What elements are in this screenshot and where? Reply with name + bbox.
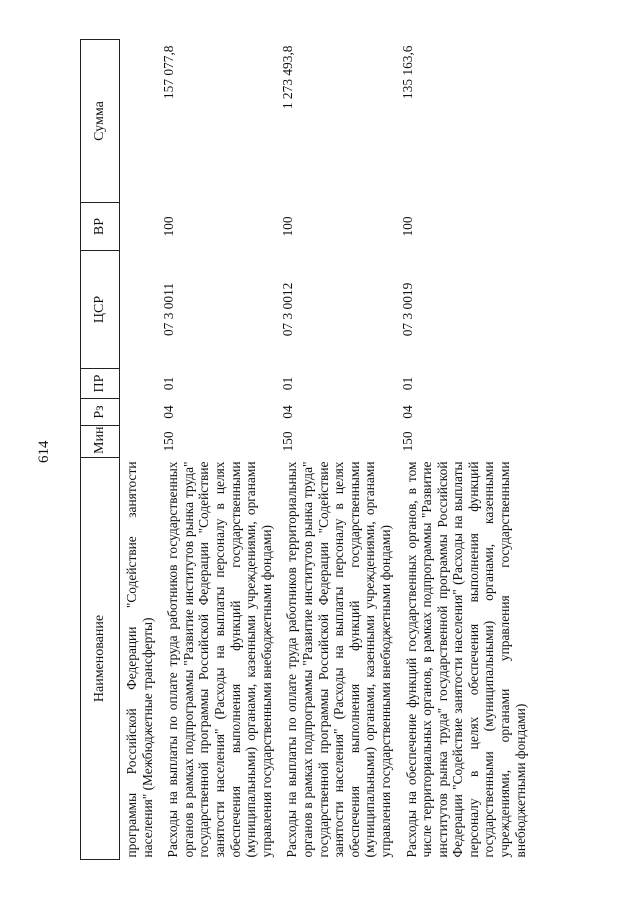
row-csr: 07 3 0011: [161, 282, 177, 337]
row-min: 150: [280, 431, 296, 452]
row-pr: 01: [399, 376, 415, 391]
row-csr: 07 3 0019: [399, 282, 415, 337]
row-sum: 157 077,8: [161, 45, 177, 100]
row-rz: [120, 399, 162, 426]
row-name: программы Российской Федерации "Содействие занятости населения" (Межбюджетные трансферты): [124, 461, 155, 858]
row-pr: 01: [161, 376, 177, 391]
row-name: Расходы на выплаты по оплате труда работников государственных органов в рамках подпрограммы "Развитие институтов рынка труда" государственной программы Российской Федерации "Содействие занятости населения" (Расходы на выплаты персоналу в целях обеспечения выполнения функций государственными (муниципальными) органами, казенными учреждениями, органами управления государственными внебюджетными фондами): [165, 461, 274, 858]
row-min: 150: [399, 431, 415, 452]
row-rz: 04: [161, 405, 177, 419]
row-rz: 04: [399, 405, 415, 419]
row-rz: 04: [280, 405, 296, 419]
header-sum: Сумма: [81, 40, 120, 203]
header-csr: ЦСР: [81, 251, 120, 369]
row-pr: [120, 369, 162, 399]
row-sum: 135 163,6: [399, 45, 415, 100]
row-vr: 100: [280, 216, 296, 237]
budget-table: [80, 39, 534, 860]
page-number: 614: [36, 440, 52, 463]
row-min: [120, 426, 162, 458]
header-pr: ПР: [81, 369, 120, 399]
row-name: Расходы на выплаты по оплате труда работников территориальных органов в рамках подпрограммы "Развитие институтов рынка труда" государственной программы Российской Федерации "Содействие занятости населения" (Расходы на выплаты персоналу в целях обеспечения выполнения функций государственными (муниципальными) органами, казенными учреждениями, органами управления государственными внебюджетными фондами): [284, 461, 393, 858]
table-row: [280, 40, 399, 860]
row-vr: 100: [399, 216, 415, 237]
row-sum: 1 273 493,8: [280, 45, 296, 110]
row-vr: 100: [161, 216, 177, 237]
header-rz: Рз: [81, 399, 120, 426]
row-pr: 01: [280, 376, 296, 391]
table-header-row: [81, 40, 120, 860]
header-name: Наименование: [81, 458, 120, 860]
row-vr: [120, 203, 162, 251]
table-row: [120, 40, 162, 860]
row-csr: [120, 251, 162, 369]
budget-table-sheet: [80, 40, 600, 860]
header-vr: ВР: [81, 203, 120, 251]
table-row: [161, 40, 280, 860]
row-name: Расходы на обеспечение функций государственных органов, в том числе территориальных органов, в рамках подпрограммы "Развитие институтов рынка труда" государственной программы Российской Федерации "Содействие занятости населения" (Расходы на выплаты персоналу в целях обеспечения выполнения функций государственными (муниципальными) органами, казенными учреждениями, органами управления государственными внебюджетными фондами): [403, 461, 528, 858]
header-min: Мин: [81, 426, 120, 458]
row-sum: [120, 40, 162, 203]
row-csr: 07 3 0012: [280, 282, 296, 337]
table-row: [400, 40, 535, 860]
row-min: 150: [161, 431, 177, 452]
